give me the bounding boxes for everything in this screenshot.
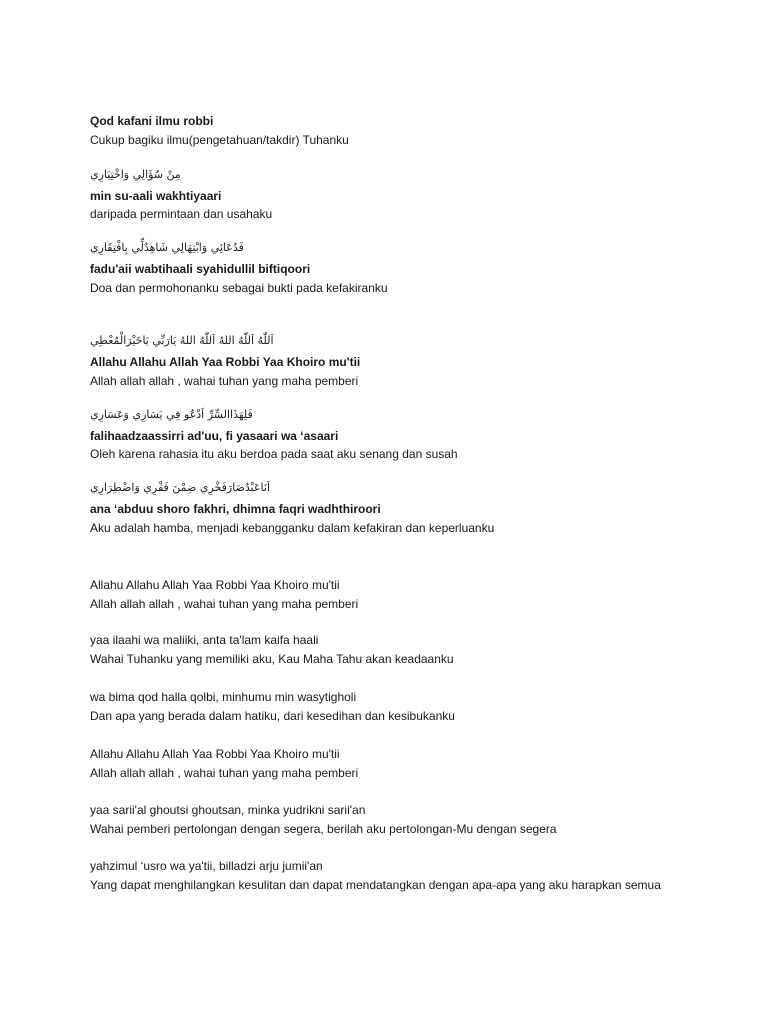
lyric-line-translation: Wahai pemberi pertolongan dengan segera, berilah aku pertolongan-Mu dengan segera [90,822,557,836]
lyric-line-latin: ana ‘abduu shoro fakhri, dhimna faqri wadhthiroori [90,502,381,516]
lyric-line-translation: Yang dapat menghilangkan kesulitan dan dapat mendatangkan dengan apa-apa yang aku harapkan semua [90,878,661,892]
lyric-line-arabic: مِنْ سُؤَالِي وَاخْتِيَارِي [90,168,181,181]
lyric-line-latin: wa bima qod halla qolbi, minhumu min wasytigholi [90,690,357,704]
lyric-line-latin: falihaadzaassirri ad'uu, fi yasaari wa ‘asaari [90,429,339,443]
lyric-line-arabic: فَدُعَائِي وَابْتِهَالِي شَاهِدٌلِّي بِافْتِقَارِي [90,241,244,254]
lyric-line-latin: min su-aali wakhtiyaari [90,189,222,203]
lyric-line-latin: yaa ilaahi wa maliiki, anta ta'lam kaifa haali [90,633,319,647]
lyric-line-latin: Qod kafani ilmu robbi [90,114,214,128]
lyric-line-translation: Allah allah allah , wahai tuhan yang maha pemberi [90,597,359,611]
lyric-line-translation: Cukup bagiku ilmu(pengetahuan/takdir) Tuhanku [90,133,349,147]
lyric-line-translation: Allah allah allah , wahai tuhan yang maha pemberi [90,766,359,780]
lyric-line-translation: Wahai Tuhanku yang memiliki aku, Kau Maha Tahu akan keadaanku [90,652,454,666]
lyric-line-chorus: Allahu Allahu Allah Yaa Robbi Yaa Khoiro mu'tii [90,578,340,592]
lyric-line-arabic: فَلِهَذَاالسِّرِّ اَدْعُو فِي يَسَارِي وَعَسَارِي [90,408,253,421]
lyric-line-arabic: اَنَاعَبْدٌصَارَفَخْرِي ضِمْنَ فَقْرِي وَاضْطِرَارِي [90,481,271,494]
lyric-line-latin: yaa sarii'al ghoutsi ghoutsan, minka yudrikni sarii'an [90,803,366,817]
lyric-line-latin: fadu'aii wabtihaali syahidullil biftiqoori [90,262,311,276]
lyric-line-translation: Doa dan permohonanku sebagai bukti pada kefakiranku [90,281,388,295]
lyric-line-latin: yahzimul ‘usro wa ya'tii, billadzi arju jumii'an [90,859,323,873]
lyric-line-chorus: Allahu Allahu Allah Yaa Robbi Yaa Khoiro mu'tii [90,747,340,761]
lyric-line-translation: Oleh karena rahasia itu aku berdoa pada saat aku senang dan susah [90,447,458,461]
lyric-line-translation: daripada permintaan dan usahaku [90,207,273,221]
lyric-line-translation: Allah allah allah , wahai tuhan yang maha pemberi [90,374,359,388]
lyric-line-arabic: اَللّٰهُ اَللّٰهُ اللهُ اَللّٰهُ اللهُ يَارَبِّي يَاخَيْرَالْمُعْطِي [90,334,274,347]
lyric-line-translation: Dan apa yang berada dalam hatiku, dari kesedihan dan kesibukanku [90,709,455,723]
lyric-line-translation: Aku adalah hamba, menjadi kebangganku dalam kefakiran dan keperluanku [90,521,495,535]
lyric-line-latin: Allahu Allahu Allah Yaa Robbi Yaa Khoiro mu'tii [90,355,361,369]
